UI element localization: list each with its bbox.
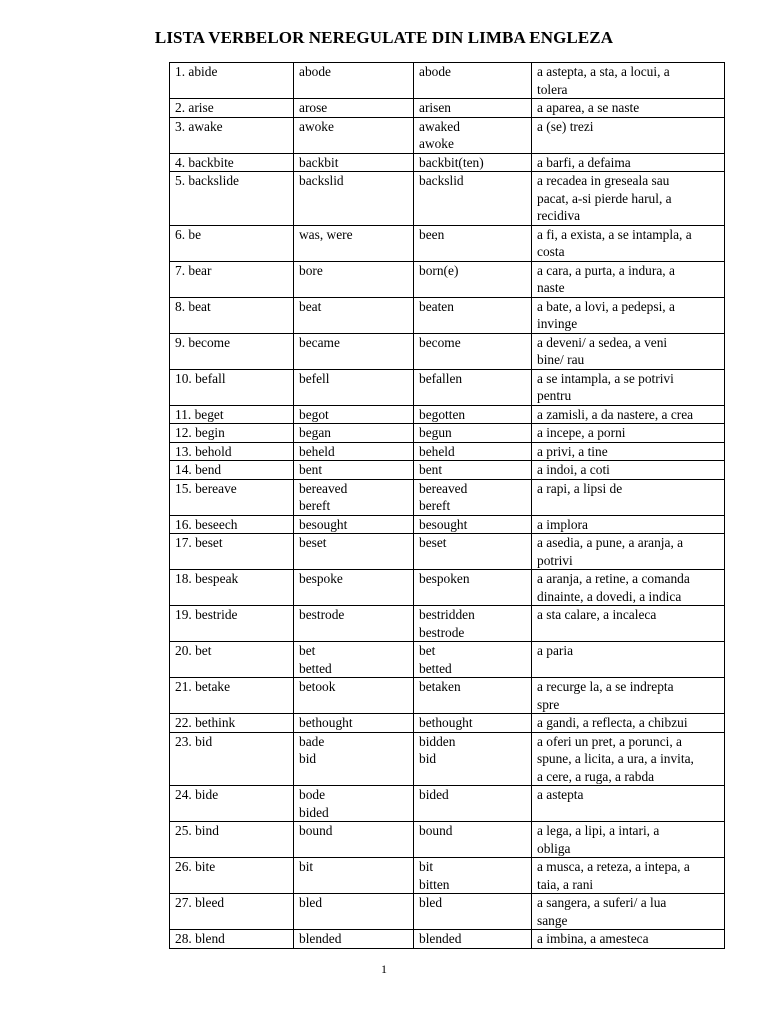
verb-past-participle-cell: bit bitten [414, 858, 532, 894]
table-row [170, 894, 725, 930]
verb-past-tense-cell: befell [294, 369, 414, 405]
verb-past-tense-cell: bit [294, 858, 414, 894]
irregular-verbs-table [169, 62, 725, 949]
table-row [170, 461, 725, 480]
table-row [170, 570, 725, 606]
verb-past-tense-cell: blended [294, 930, 414, 949]
verb-past-participle-cell: begun [414, 424, 532, 443]
verb-translation-cell: a fi, a exista, a se intampla, a costa [532, 225, 725, 261]
verb-infinitive-cell: 2. arise [170, 99, 294, 118]
verb-past-participle-cell: been [414, 225, 532, 261]
table-row [170, 117, 725, 153]
verb-infinitive-cell: 23. bid [170, 732, 294, 786]
table-row [170, 786, 725, 822]
table-row [170, 333, 725, 369]
verb-past-tense-cell: bespoke [294, 570, 414, 606]
verb-translation-cell: a oferi un pret, a porunci, a spune, a licita, a ura, a invita, a cere, a ruga, a rabda [532, 732, 725, 786]
verb-infinitive-cell: 21. betake [170, 678, 294, 714]
verb-past-participle-cell: bidden bid [414, 732, 532, 786]
table-row [170, 714, 725, 733]
table-row [170, 858, 725, 894]
verb-past-tense-cell: became [294, 333, 414, 369]
verb-translation-cell: a aranja, a retine, a comanda dinainte, a dovedi, a indica [532, 570, 725, 606]
verb-infinitive-cell: 26. bite [170, 858, 294, 894]
verb-infinitive-cell: 22. bethink [170, 714, 294, 733]
verb-past-tense-cell: backslid [294, 172, 414, 226]
verb-infinitive-cell: 28. blend [170, 930, 294, 949]
verb-infinitive-cell: 17. beset [170, 534, 294, 570]
verb-infinitive-cell: 18. bespeak [170, 570, 294, 606]
verb-past-tense-cell: beat [294, 297, 414, 333]
verb-past-participle-cell: become [414, 333, 532, 369]
verb-past-tense-cell: backbit [294, 153, 414, 172]
table-row [170, 63, 725, 99]
verb-infinitive-cell: 11. beget [170, 405, 294, 424]
table-row [170, 642, 725, 678]
verb-infinitive-cell: 4. backbite [170, 153, 294, 172]
verb-infinitive-cell: 19. bestride [170, 606, 294, 642]
verb-past-tense-cell: bethought [294, 714, 414, 733]
verb-infinitive-cell: 3. awake [170, 117, 294, 153]
verb-past-tense-cell: bound [294, 822, 414, 858]
verb-past-participle-cell: bled [414, 894, 532, 930]
verb-past-tense-cell: besought [294, 515, 414, 534]
verb-translation-cell: a sta calare, a incaleca [532, 606, 725, 642]
verb-past-participle-cell: awaked awoke [414, 117, 532, 153]
verb-infinitive-cell: 15. bereave [170, 479, 294, 515]
verb-past-participle-cell: beset [414, 534, 532, 570]
verb-past-participle-cell: bound [414, 822, 532, 858]
verb-past-participle-cell: bereaved bereft [414, 479, 532, 515]
verb-past-tense-cell: bent [294, 461, 414, 480]
table-row [170, 297, 725, 333]
verb-translation-cell: a deveni/ a sedea, a veni bine/ rau [532, 333, 725, 369]
page-number: 1 [381, 962, 387, 976]
verb-infinitive-cell: 6. be [170, 225, 294, 261]
verb-past-participle-cell: betaken [414, 678, 532, 714]
verb-translation-cell: a se intampla, a se potrivi pentru [532, 369, 725, 405]
verb-past-participle-cell: beheld [414, 442, 532, 461]
verb-infinitive-cell: 8. beat [170, 297, 294, 333]
verb-past-participle-cell: beaten [414, 297, 532, 333]
verb-infinitive-cell: 24. bide [170, 786, 294, 822]
verb-past-tense-cell: began [294, 424, 414, 443]
verb-past-participle-cell: begotten [414, 405, 532, 424]
verb-infinitive-cell: 25. bind [170, 822, 294, 858]
page-title: LISTA VERBELOR NEREGULATE DIN LIMBA ENGLEZA [154, 28, 614, 47]
verb-translation-cell: a barfi, a defaima [532, 153, 725, 172]
table-row [170, 99, 725, 118]
verb-infinitive-cell: 13. behold [170, 442, 294, 461]
verb-translation-cell: a gandi, a reflecta, a chibzui [532, 714, 725, 733]
table-row [170, 606, 725, 642]
verb-past-tense-cell: beheld [294, 442, 414, 461]
verb-past-tense-cell: awoke [294, 117, 414, 153]
verb-past-participle-cell: born(e) [414, 261, 532, 297]
table-row [170, 261, 725, 297]
verb-translation-cell: a zamisli, a da nastere, a crea [532, 405, 725, 424]
verb-past-tense-cell: bade bid [294, 732, 414, 786]
verb-translation-cell: a recurge la, a se indrepta spre [532, 678, 725, 714]
verb-past-tense-cell: bet betted [294, 642, 414, 678]
table-row [170, 534, 725, 570]
table-row [170, 515, 725, 534]
verb-infinitive-cell: 27. bleed [170, 894, 294, 930]
verb-translation-cell: a privi, a tine [532, 442, 725, 461]
verb-past-tense-cell: beset [294, 534, 414, 570]
verb-infinitive-cell: 12. begin [170, 424, 294, 443]
verb-translation-cell: a astepta, a sta, a locui, a tolera [532, 63, 725, 99]
verb-translation-cell: a sangera, a suferi/ a lua sange [532, 894, 725, 930]
verb-infinitive-cell: 14. bend [170, 461, 294, 480]
table-row [170, 732, 725, 786]
verb-past-participle-cell: abode [414, 63, 532, 99]
verb-past-participle-cell: backslid [414, 172, 532, 226]
verb-past-participle-cell: bet betted [414, 642, 532, 678]
verb-translation-cell: a bate, a lovi, a pedepsi, a invinge [532, 297, 725, 333]
verb-past-tense-cell: arose [294, 99, 414, 118]
verb-past-tense-cell: abode [294, 63, 414, 99]
verb-infinitive-cell: 7. bear [170, 261, 294, 297]
verb-infinitive-cell: 16. beseech [170, 515, 294, 534]
verbs-table-body [170, 63, 725, 949]
verb-infinitive-cell: 1. abide [170, 63, 294, 99]
verb-translation-cell: a imbina, a amesteca [532, 930, 725, 949]
verb-translation-cell: a (se) trezi [532, 117, 725, 153]
verb-past-participle-cell: bethought [414, 714, 532, 733]
verb-past-tense-cell: begot [294, 405, 414, 424]
verb-translation-cell: a aparea, a se naste [532, 99, 725, 118]
table-row [170, 153, 725, 172]
verb-past-participle-cell: besought [414, 515, 532, 534]
table-row [170, 172, 725, 226]
verb-past-participle-cell: bestridden bestrode [414, 606, 532, 642]
verb-past-participle-cell: bided [414, 786, 532, 822]
verb-translation-cell: a cara, a purta, a indura, a naste [532, 261, 725, 297]
table-row [170, 479, 725, 515]
verb-past-tense-cell: betook [294, 678, 414, 714]
table-row [170, 822, 725, 858]
table-row [170, 678, 725, 714]
verb-infinitive-cell: 9. become [170, 333, 294, 369]
verb-past-tense-cell: was, were [294, 225, 414, 261]
verb-translation-cell: a rapi, a lipsi de [532, 479, 725, 515]
verb-translation-cell: a asedia, a pune, a aranja, a potrivi [532, 534, 725, 570]
table-row [170, 930, 725, 949]
table-row [170, 369, 725, 405]
verb-past-participle-cell: bespoken [414, 570, 532, 606]
verb-past-participle-cell: backbit(ten) [414, 153, 532, 172]
verb-past-participle-cell: arisen [414, 99, 532, 118]
verb-past-tense-cell: bore [294, 261, 414, 297]
table-row [170, 442, 725, 461]
verb-past-participle-cell: blended [414, 930, 532, 949]
table-row [170, 225, 725, 261]
verb-infinitive-cell: 20. bet [170, 642, 294, 678]
verb-translation-cell: a lega, a lipi, a intari, a obliga [532, 822, 725, 858]
verb-infinitive-cell: 10. befall [170, 369, 294, 405]
verb-past-participle-cell: befallen [414, 369, 532, 405]
verb-translation-cell: a indoi, a coti [532, 461, 725, 480]
table-row [170, 424, 725, 443]
table-row [170, 405, 725, 424]
verb-translation-cell: a paria [532, 642, 725, 678]
verb-translation-cell: a incepe, a porni [532, 424, 725, 443]
verb-infinitive-cell: 5. backslide [170, 172, 294, 226]
verb-past-tense-cell: bestrode [294, 606, 414, 642]
verb-translation-cell: a implora [532, 515, 725, 534]
verb-translation-cell: a astepta [532, 786, 725, 822]
verb-past-tense-cell: bereaved bereft [294, 479, 414, 515]
verb-past-tense-cell: bode bided [294, 786, 414, 822]
verb-translation-cell: a recadea in greseala sau pacat, a-si pierde harul, a recidiva [532, 172, 725, 226]
verb-past-tense-cell: bled [294, 894, 414, 930]
verb-translation-cell: a musca, a reteza, a intepa, a taia, a rani [532, 858, 725, 894]
verb-past-participle-cell: bent [414, 461, 532, 480]
